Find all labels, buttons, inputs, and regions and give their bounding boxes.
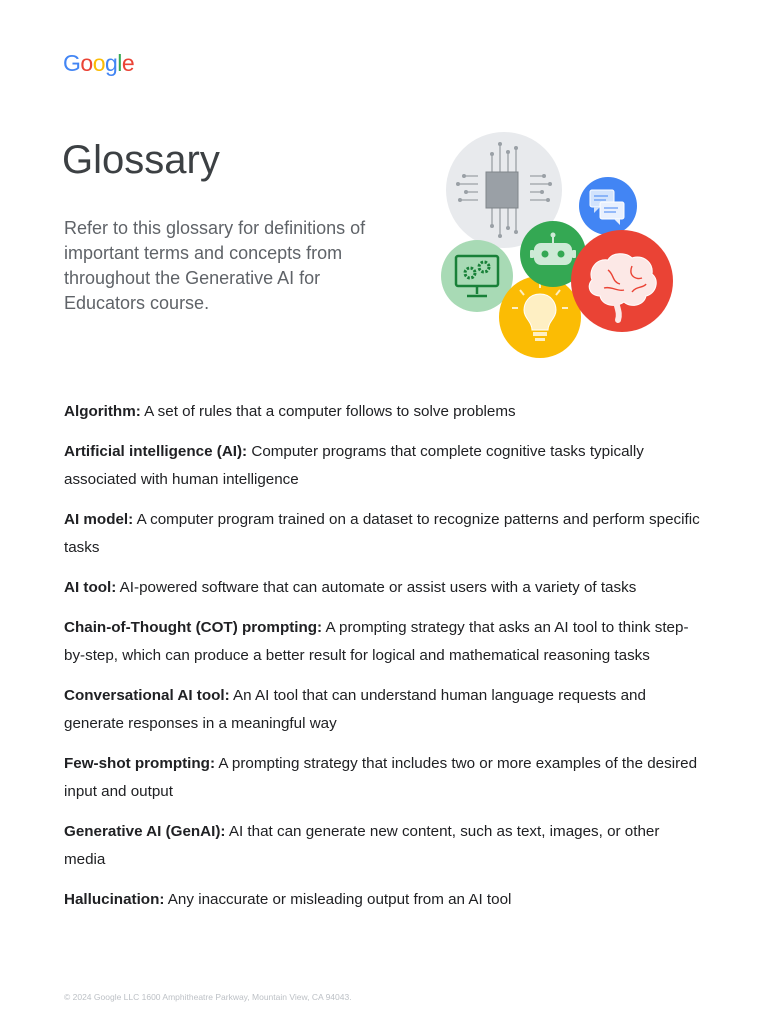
glossary-item: [64, 614, 704, 670]
glossary-item: [64, 438, 704, 494]
intro-paragraph: Refer to this glossary for definitions of important terms and concepts from throughout the Generative AI for Educators course.: [64, 218, 366, 313]
lightbulb-icon: [499, 276, 581, 358]
glossary-definition: A prompting strategy that includes two or more examples of the desired input and output: [64, 755, 698, 800]
glossary-definition: An AI tool that can understand human language requests and generate responses in a meaningful way: [64, 687, 646, 732]
glossary-definition: Computer programs that complete cognitive tasks typically associated with human intelligence: [64, 443, 644, 488]
logo-letter: e: [121, 50, 135, 76]
glossary-term: Hallucination:: [64, 891, 165, 908]
glossary-definition: AI that can generate new content, such as text, images, or other media: [64, 823, 660, 868]
glossary-term: Few-shot prompting:: [64, 755, 216, 772]
glossary-definition: A set of rules that a computer follows to solve problems: [140, 403, 516, 420]
glossary-definition: A computer program trained on a dataset to recognize patterns and perform specific tasks: [64, 511, 700, 556]
glossary-definition: AI-powered software that can automate or assist users with a variety of tasks: [116, 579, 637, 596]
logo-letter: g: [104, 50, 118, 76]
ai-illustration: [436, 130, 676, 362]
page-title: Glossary: [62, 138, 220, 182]
footer-copyright: © 2024 Google LLC 1600 Amphitheatre Parkway, Mountain View, CA 94043.: [64, 992, 352, 1002]
glossary-item: [64, 682, 704, 738]
brain-icon: [571, 230, 673, 332]
glossary-term: AI tool:: [64, 579, 117, 596]
glossary-term: Artificial intelligence (AI):: [64, 443, 248, 460]
glossary-item: [64, 398, 704, 426]
logo-letter: l: [117, 50, 122, 76]
glossary-item: [64, 574, 704, 602]
glossary-item: [64, 818, 704, 874]
glossary-definition: A prompting strategy that asks an AI tool to think step-by-step, which can produce a better result for logical and mathematical reasoning tasks: [64, 619, 689, 664]
glossary-item: [64, 506, 704, 562]
google-logo: [63, 50, 134, 77]
glossary-term: Chain-of-Thought (COT) prompting:: [64, 619, 323, 636]
glossary-term: Conversational AI tool:: [64, 687, 230, 704]
glossary-list: [64, 398, 704, 926]
glossary-term: Generative AI (GenAI):: [64, 823, 226, 840]
logo-letter: o: [80, 50, 93, 76]
glossary-item: [64, 750, 704, 806]
glossary-term: AI model:: [64, 511, 134, 528]
glossary-term: Algorithm:: [64, 403, 141, 420]
glossary-item: [64, 886, 704, 914]
chat-bubbles-icon: [579, 177, 637, 235]
logo-letter: o: [92, 50, 105, 76]
logo-letter: G: [63, 50, 81, 76]
glossary-definition: Any inaccurate or misleading output from an AI tool: [164, 891, 512, 908]
